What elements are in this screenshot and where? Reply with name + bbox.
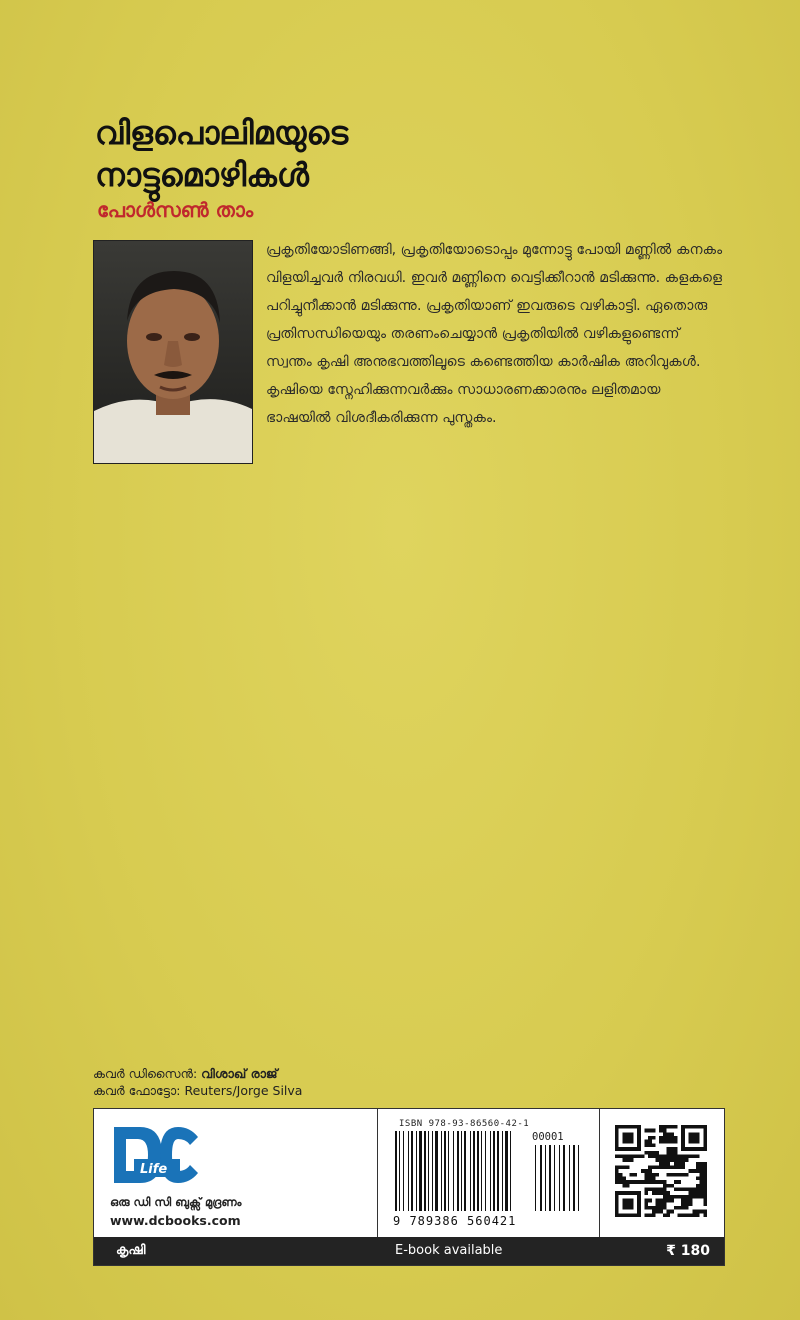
cover-photo-credit: കവർ ഫോട്ടോ: Reuters/Jorge Silva <box>93 1083 303 1098</box>
price-label: ₹ 180 <box>599 1237 724 1265</box>
logo-life-text: Life <box>140 1162 168 1177</box>
title-line-1: വിളപൊലിമയുടെ <box>95 114 349 152</box>
author-portrait-image <box>94 241 252 463</box>
title-line-2: നാട്ടുമൊഴികൾ <box>95 156 309 194</box>
isbn-barcode <box>393 1131 583 1213</box>
publisher-imprint-line: ഒരു ഡി സി ബുക്സ് മുദ്രണം <box>110 1195 242 1209</box>
cover-credits <box>93 1065 302 1099</box>
price-block <box>599 1109 724 1265</box>
dc-life-logo <box>110 1123 202 1189</box>
publisher-block <box>94 1109 378 1265</box>
barcode-block <box>377 1109 600 1265</box>
designer-name: വിശാഖ് രാജ് <box>201 1066 278 1081</box>
book-description: പ്രകൃതിയോടിണങ്ങി, പ്രകൃതിയോടൊപ്പം മുന്നോട്ടു പോയി മണ്ണിൽ കനകം വിളയിച്ചവർ നിരവധി. ഇവർ മണ്ണിനെ വെട്ടിക്കീറാൻ മടിക്കുന്നു. കളകളെ പറിച്ചുനീക്കാൻ മടിക്കുന്നു. പ്രകൃതിയാണ് ഇവരുടെ വഴികാട്ടി. ഏതൊരു പ്രതിസന്ധിയെയും തരണംചെയ്യാൻ പ്രകൃതിയിൽ വഴികളുണ്ടെന്ന് സ്വന്തം കൃഷി അനുഭവത്തിലൂടെ കണ്ടെത്തിയ കാർഷിക അറിവുകൾ. കൃഷിയെ സ്നേഹിക്കുന്നവർക്കും സാധാരണക്കാരനും ലളിതമായ ഭാഷയിൽ വിശദീകരിക്കുന്ന പുസ്തകം. <box>266 242 723 426</box>
author-name: പോൾസൺ താം <box>97 198 254 222</box>
photo-credit-name: Reuters/Jorge Silva <box>184 1083 303 1098</box>
cover-design-credit: കവർ ഡിസൈൻ: വിശാഖ് രാജ് <box>93 1066 278 1081</box>
barcode-addon-number: 00001 <box>532 1131 564 1143</box>
barcode-digits: 9 789386 560421 <box>393 1214 517 1228</box>
back-cover-footer <box>93 1108 725 1266</box>
publisher-website: www.dcbooks.com <box>110 1213 241 1228</box>
author-photo <box>93 240 253 464</box>
isbn-label: ISBN 978-93-86560-42-1 <box>399 1119 530 1129</box>
category-label: കൃഷി <box>94 1237 377 1265</box>
ebook-available-label: E-book available <box>377 1237 599 1265</box>
qr-code[interactable] <box>615 1125 707 1217</box>
book-title <box>95 112 348 196</box>
